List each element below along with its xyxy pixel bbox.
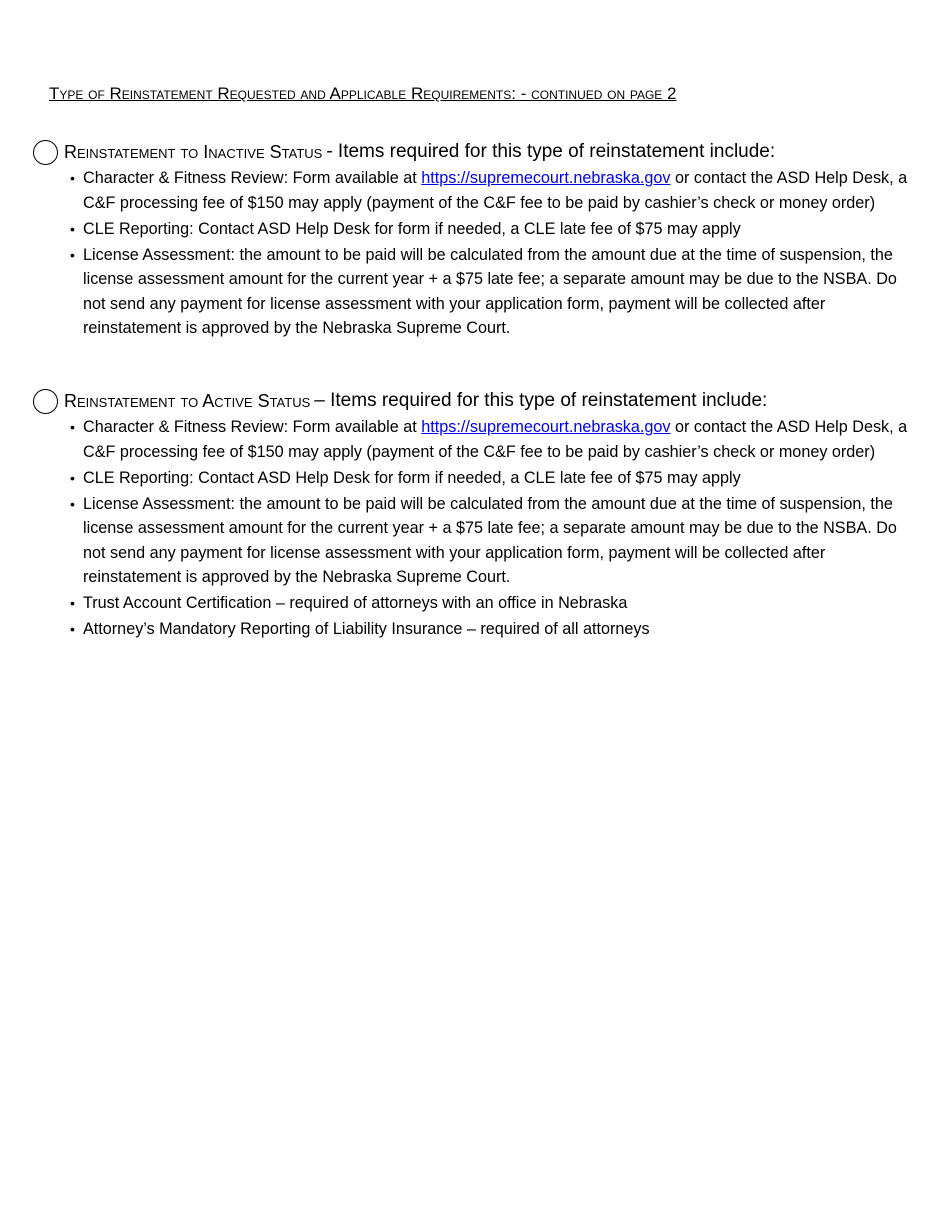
supreme-court-link[interactable]: https://supremecourt.nebraska.gov <box>421 418 671 436</box>
active-status-header <box>33 387 913 415</box>
list-item-cle-reporting: • CLE Reporting: Contact ASD Help Desk for form if needed, a CLE late fee of $75 may apply <box>83 217 913 242</box>
section-heading: Type of Reinstatement Requested and Applicable Requirements: - continued on page 2 <box>49 84 677 103</box>
inactive-status-subtitle: - Items required for this type of reinstatement include: <box>326 141 776 162</box>
active-status-section <box>33 387 913 643</box>
list-item-liability-insurance: • Attorney’s Mandatory Reporting of Liability Insurance – required of all attorneys <box>83 617 913 642</box>
active-status-radio[interactable] <box>33 389 58 414</box>
list-item-license-assessment: • License Assessment: the amount to be paid will be calculated from the amount due at the time of suspension, the license assessment amount for the current year + a $75 late fee; a separate amount may be due to the NSBA. Do not send any payment for license assessment with your application form, payment will be collected after reinstatement is approved by the Nebraska Supreme Court. <box>83 243 913 341</box>
inactive-status-radio[interactable] <box>33 140 58 165</box>
inactive-requirements-list <box>33 166 913 341</box>
inactive-status-header <box>33 138 913 166</box>
list-item-cle-reporting: • CLE Reporting: Contact ASD Help Desk for form if needed, a CLE late fee of $75 may apply <box>83 466 913 491</box>
inactive-status-section <box>33 138 913 342</box>
list-item-trust-account: • Trust Account Certification – required of attorneys with an office in Nebraska <box>83 591 913 616</box>
active-status-title: Reinstatement to Active Status <box>64 390 311 411</box>
list-item-character-fitness: • Character & Fitness Review: Form available at https://supremecourt.nebraska.gov or contact the ASD Help Desk, a C&F processing fee of $150 may apply (payment of the C&F fee to be paid by cashier’s check or money order) <box>83 415 913 464</box>
active-status-subtitle: – Items required for this type of reinstatement include: <box>314 390 768 411</box>
list-item-license-assessment: • License Assessment: the amount to be paid will be calculated from the amount due at the time of suspension, the license assessment amount for the current year + a $75 late fee; a separate amount may be due to the NSBA. Do not send any payment for license assessment with your application form, payment will be collected after reinstatement is approved by the Nebraska Supreme Court. <box>83 492 913 590</box>
list-item-character-fitness: • Character & Fitness Review: Form available at https://supremecourt.nebraska.gov or contact the ASD Help Desk, a C&F processing fee of $150 may apply (payment of the C&F fee to be paid by cashier’s check or money order) <box>83 166 913 215</box>
supreme-court-link[interactable]: https://supremecourt.nebraska.gov <box>421 169 671 187</box>
active-requirements-list <box>33 415 913 642</box>
inactive-status-title: Reinstatement to Inactive Status <box>64 141 323 162</box>
